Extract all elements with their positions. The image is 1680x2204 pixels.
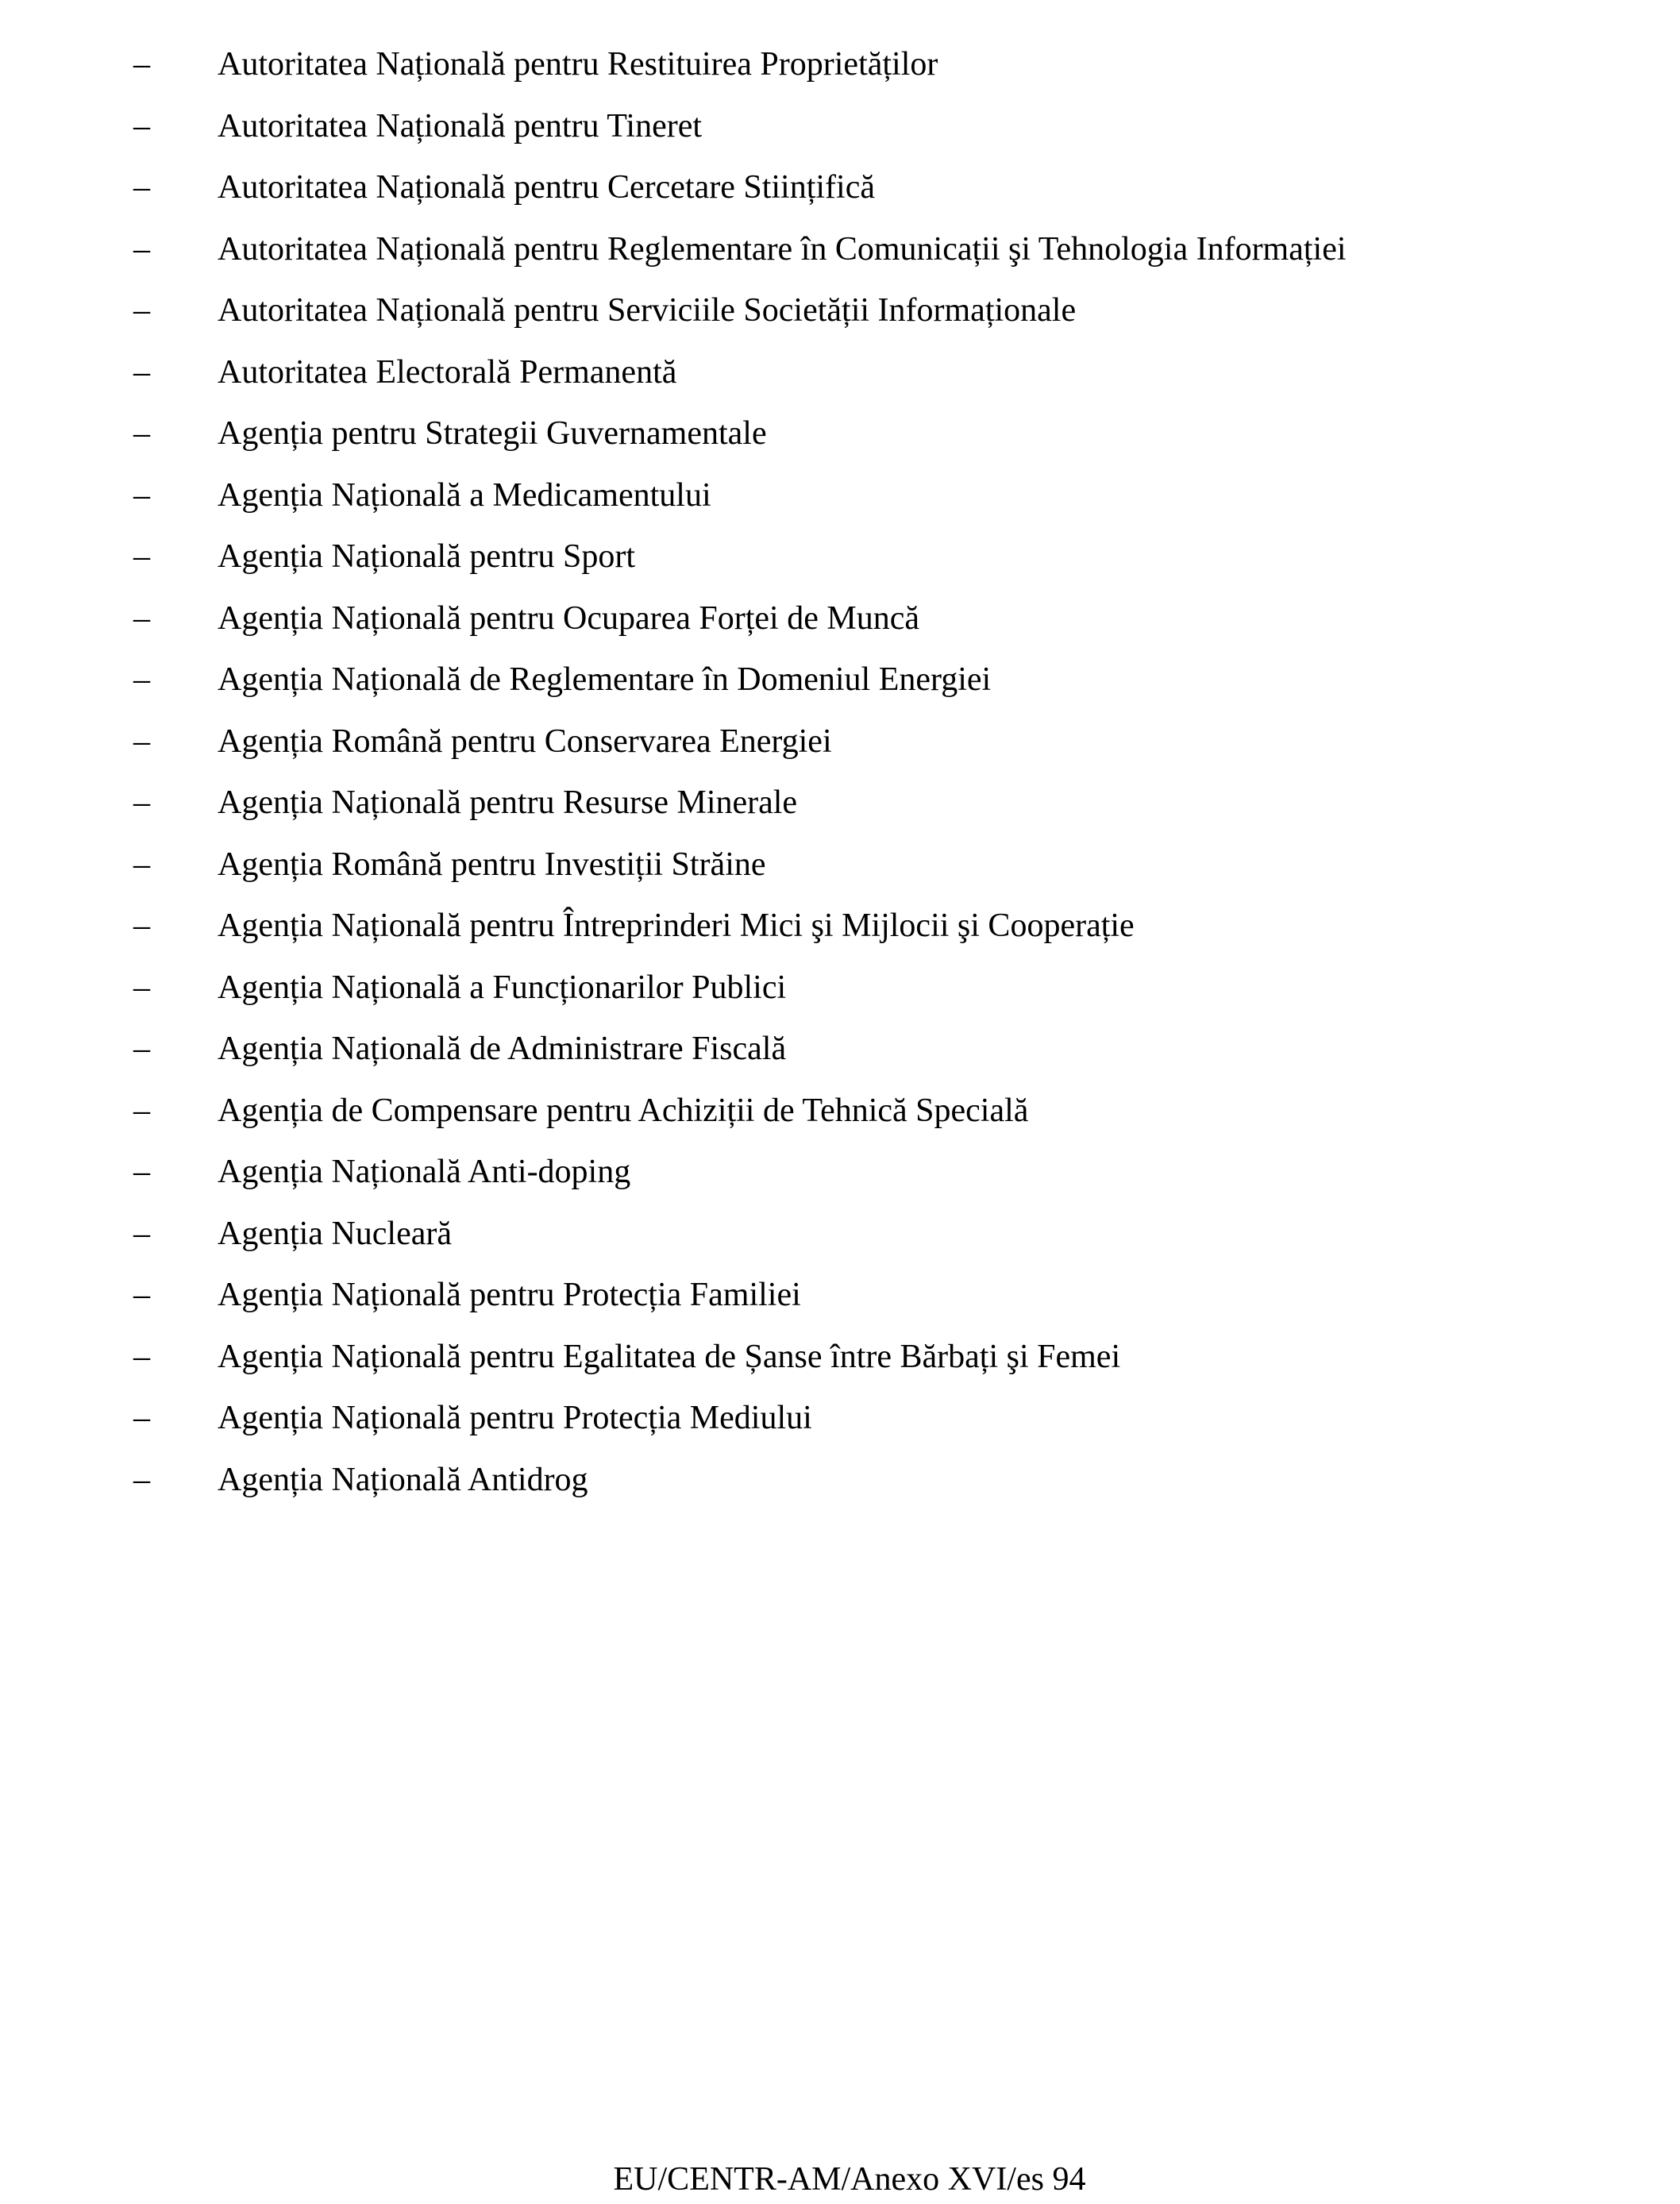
list-item: [0, 403, 1680, 465]
list-bullet-dash: –: [133, 476, 150, 514]
list-item: [0, 1327, 1680, 1389]
institution-name: Agenția Națională a Funcționarilor Publici: [218, 969, 787, 1006]
institution-name: Agenția Națională pentru Protecția Familiei: [218, 1277, 801, 1313]
list-item: [0, 773, 1680, 834]
list-bullet-dash: –: [133, 1092, 150, 1129]
page-footer-reference: EU/CENTR-AM/Anexo XVI/es 94: [613, 2161, 1086, 2198]
list-bullet-dash: –: [133, 538, 150, 575]
list-item: [0, 342, 1680, 404]
institution-name: Agenția Națională Antidrog: [218, 1461, 588, 1498]
institution-name: Agenția pentru Strategii Guvernamentale: [218, 415, 767, 452]
list-item: [0, 649, 1680, 711]
list-bullet-dash: –: [133, 415, 150, 452]
institution-name: Agenția Română pentru Conservarea Energiei: [218, 722, 832, 760]
institution-name: Autoritatea Electorală Permanentă: [218, 353, 677, 391]
institution-name: Autoritatea Națională pentru Tineret: [218, 107, 703, 144]
list-item: [0, 896, 1680, 958]
list-item: [0, 834, 1680, 896]
list-item: [0, 1265, 1680, 1327]
institution-name: Agenția Națională pentru Egalitatea de Șanse între Bărbați şi Femei: [218, 1338, 1121, 1375]
list-bullet-dash: –: [133, 46, 150, 83]
institution-name: Agenția Națională de Administrare Fiscală: [218, 1031, 787, 1067]
list-item: [0, 526, 1680, 588]
institution-name: Agenția Națională pentru Protecția Mediului: [218, 1400, 812, 1436]
list-item: [0, 1450, 1680, 1512]
list-bullet-dash: –: [133, 353, 150, 391]
list-bullet-dash: –: [133, 107, 150, 144]
institution-name: Agenția Națională a Medicamentului: [218, 476, 711, 514]
list-bullet-dash: –: [133, 846, 150, 883]
list-item: [0, 711, 1680, 773]
institution-list: [0, 34, 1680, 1511]
list-bullet-dash: –: [133, 661, 150, 698]
list-bullet-dash: –: [133, 1154, 150, 1190]
list-bullet-dash: –: [133, 169, 150, 206]
list-item: [0, 1204, 1680, 1266]
institution-name: Autoritatea Națională pentru Serviciile Societății Informaționale: [218, 292, 1077, 329]
list-bullet-dash: –: [133, 784, 150, 821]
list-item: [0, 157, 1680, 219]
list-item: [0, 1388, 1680, 1450]
list-bullet-dash: –: [133, 1215, 150, 1252]
list-bullet-dash: –: [133, 1277, 150, 1313]
institution-name: Autoritatea Națională pentru Reglementare în Comunicații şi Tehnologia Informației: [218, 230, 1347, 268]
list-item: [0, 1081, 1680, 1142]
institution-name: Agenția Națională Anti-doping: [218, 1154, 631, 1190]
list-bullet-dash: –: [133, 599, 150, 637]
institution-name: Agenția Națională pentru Întreprinderi Mici şi Mijlocii şi Cooperație: [218, 907, 1135, 944]
list-item: [0, 1019, 1680, 1081]
institution-name: Autoritatea Națională pentru Restituirea Proprietăților: [218, 46, 938, 83]
institution-name: Agenția Națională pentru Sport: [218, 538, 636, 575]
list-item: [0, 1142, 1680, 1204]
institution-name: Agenția Nucleară: [218, 1215, 453, 1252]
institution-name: Autoritatea Națională pentru Cercetare Stiințifică: [218, 169, 875, 206]
institution-name: Agenția Română pentru Investiții Străine: [218, 846, 766, 883]
list-bullet-dash: –: [133, 1031, 150, 1067]
institution-name: Agenția Națională pentru Resurse Minerale: [218, 784, 798, 821]
list-item: [0, 588, 1680, 650]
list-item: [0, 280, 1680, 342]
list-bullet-dash: –: [133, 722, 150, 760]
list-bullet-dash: –: [133, 1338, 150, 1375]
list-item: [0, 34, 1680, 96]
institution-name: Agenția Națională pentru Ocuparea Forței de Muncă: [218, 599, 919, 637]
institution-name: Agenția de Compensare pentru Achiziții de Tehnică Specială: [218, 1092, 1029, 1129]
list-bullet-dash: –: [133, 907, 150, 944]
list-bullet-dash: –: [133, 1400, 150, 1436]
institution-name: Agenția Națională de Reglementare în Domeniul Energiei: [218, 661, 992, 698]
list-bullet-dash: –: [133, 969, 150, 1006]
list-bullet-dash: –: [133, 292, 150, 329]
list-item: [0, 958, 1680, 1019]
list-bullet-dash: –: [133, 1461, 150, 1498]
list-item: [0, 219, 1680, 281]
list-bullet-dash: –: [133, 230, 150, 268]
list-item: [0, 96, 1680, 158]
list-item: [0, 465, 1680, 527]
